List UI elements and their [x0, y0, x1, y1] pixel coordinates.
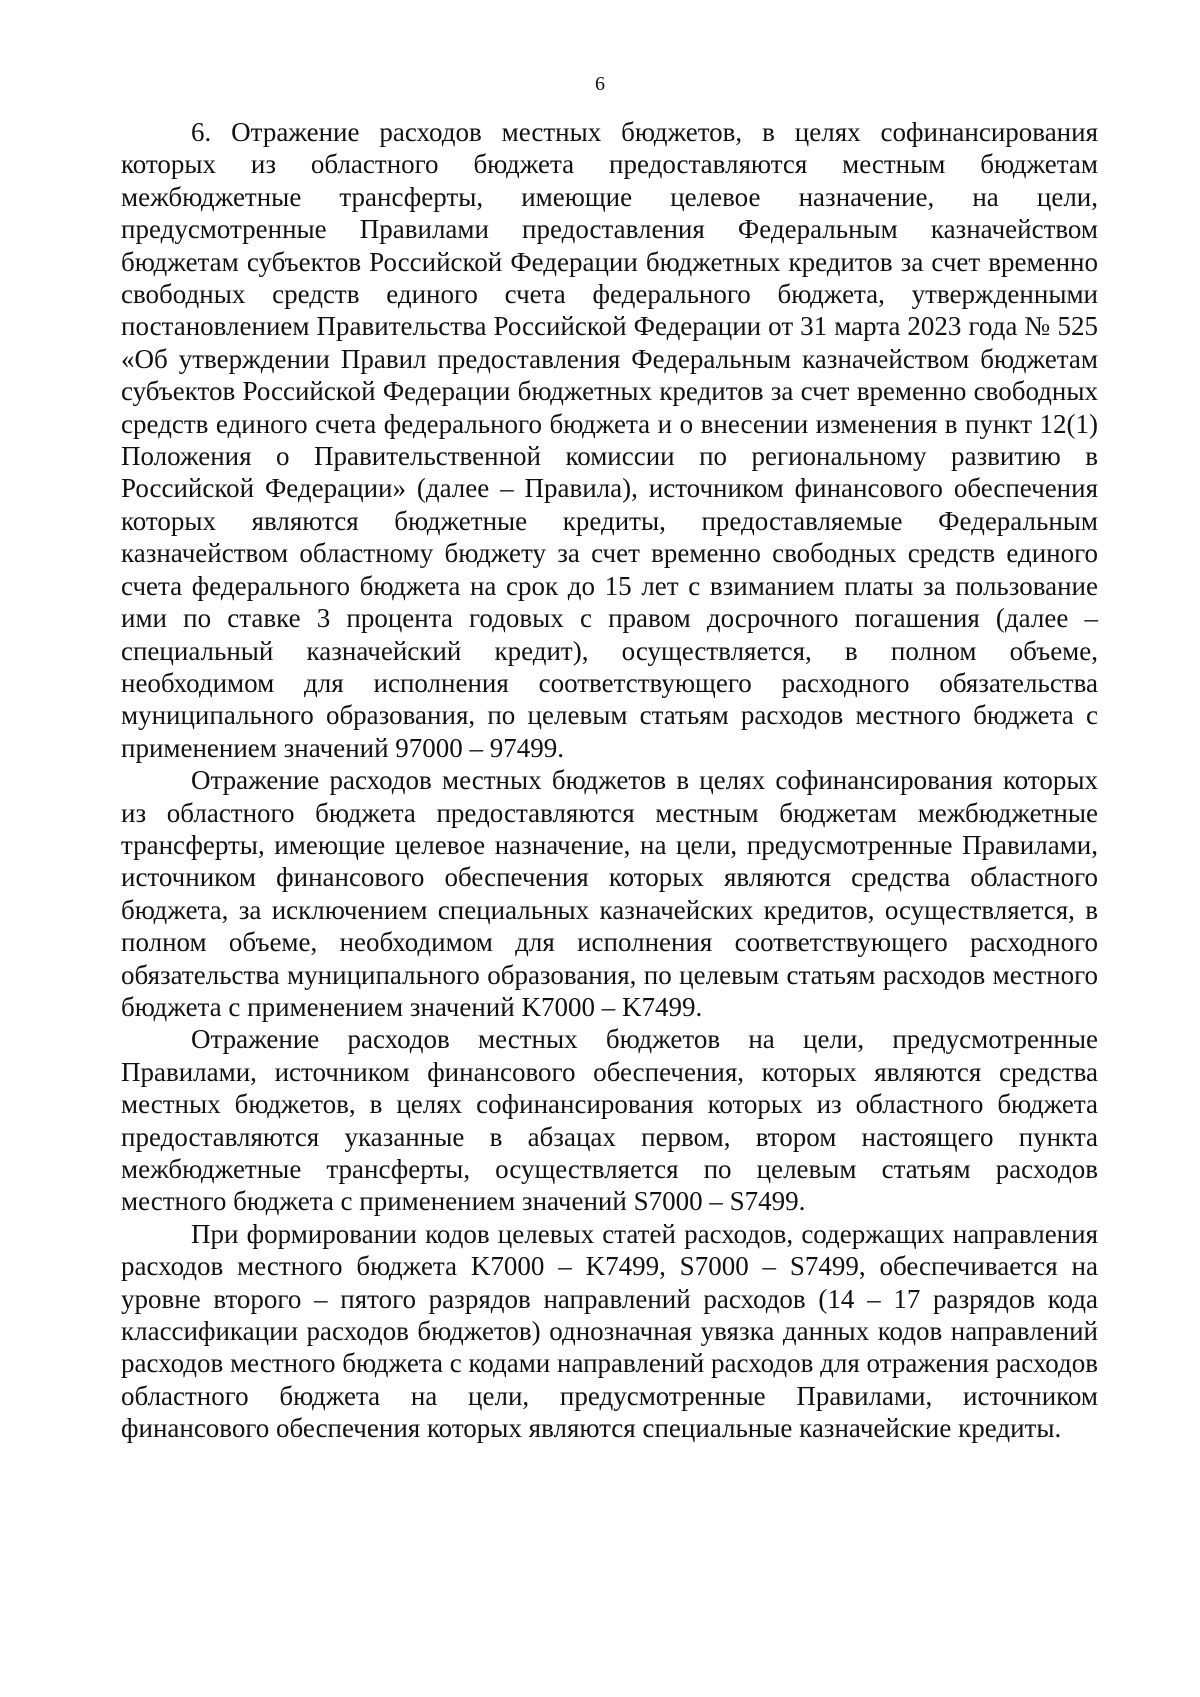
paragraph-4: При формировании кодов целевых статей расходов, содержащих направления расходов местного бюджета K7000 – K7499, S7000 – S7499, обеспечивается на уровне второго – пятого разрядов направлений расходов (14 – 17 разрядов кода классификации расходов бюджетов) однозначная увязка данных кодов направлений расходов местного бюджета с кодами направлений расходов для отражения расходов областного бюджета на цели, предусмотренные Правилами, источником финансового обеспечения которых являются специальные казначейские кредиты.: [121, 1218, 1098, 1444]
document-body: [121, 116, 1098, 1445]
paragraph-1: 6. Отражение расходов местных бюджетов, в целях софинансирования которых из областного бюджета предоставляются местным бюджетам межбюджетные трансферты, имеющие целевое назначение, на цели, предусмотренные Правилами предоставления Федеральным казначейством бюджетам субъектов Российской Федерации бюджетных кредитов за счет временно свободных средств единого счета федерального бюджета, утвержденными постановлением Правительства Российской Федерации от 31 марта 2023 года № 525 «Об утверждении Правил предоставления Федеральным казначейством бюджетам субъектов Российской Федерации бюджетных кредитов за счет временно свободных средств единого счета федерального бюджета и о внесении изменения в пункт 12(1) Положения о Правительственной комиссии по региональному развитию в Российской Федерации» (далее – Правила), источником финансового обеспечения которых являются бюджетные кредиты, предоставляемые Федеральным казначейством областному бюджету за счет временно свободных средств единого счета федерального бюджета на срок до 15 лет с взиманием платы за пользование ими по ставке 3 процента годовых с правом досрочного погашения (далее – специальный казначейский кредит), осуществляется, в полном объеме, необходимом для исполнения соответствующего расходного обязательства муниципального образования, по целевым статьям расходов местного бюджета с применением значений 97000 – 97499.: [121, 117, 1098, 763]
paragraph-2: Отражение расходов местных бюджетов в целях софинансирования которых из областного бюджета предоставляются местным бюджетам межбюджетные трансферты, имеющие целевое назначение, на цели, предусмотренные Правилами, источником финансового обеспечения которых являются средства областного бюджета, за исключением специальных казначейских кредитов, осуществляется, в полном объеме, необходимом для исполнения соответствующего расходного обязательства муниципального образования, по целевым статьям расходов местного бюджета с применением значений K7000 – K7499.: [121, 765, 1098, 1022]
page-number: 6: [595, 73, 605, 95]
paragraph-3: Отражение расходов местных бюджетов на цели, предусмотренные Правилами, источником финансового обеспечения, которых являются средства местных бюджетов, в целях софинансирования которых из областного бюджета предоставляются указанные в абзацах первом, втором настоящего пункта межбюджетные трансферты, осуществляется по целевым статьям расходов местного бюджета с применением значений S7000 – S7499.: [121, 1024, 1098, 1217]
